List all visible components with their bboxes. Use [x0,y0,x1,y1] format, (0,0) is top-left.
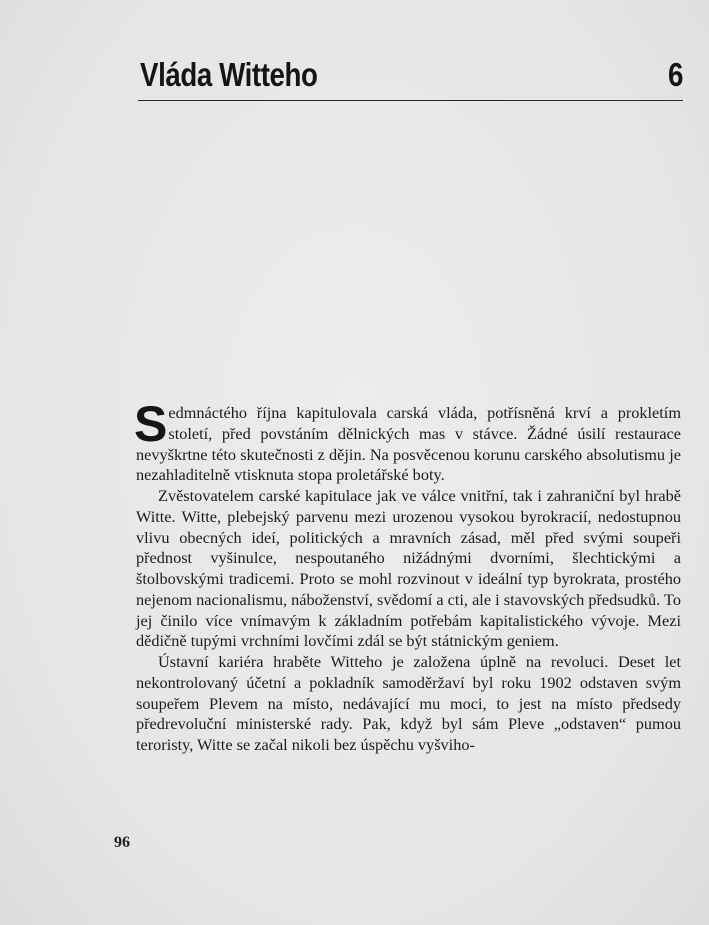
paragraph-3: Ústavní kariéra hraběte Witteho je založena úplně na revoluci. Deset let nekontrolovaný účetní a pokladník samoděržaví byl roku 1902 odstaven svým soupeřem Plevem na místo, nedávající mu moci, to jest na místo předsedy předrevoluční ministerské rady. Pak, když byl sám Pleve „odstaven“ pumou teroristy, Witte se začal nikoli bez úspěchu vyšviho- [136,652,681,754]
paragraph-1 [134,396,681,486]
paragraph-2: Zvěstovatelem carské kapitulace jak ve válce vnitřní, tak i zahraniční byl hrabě Witte. Witte, plebejský parvenu mezi urozenou vysokou byrokracií, nedostupnou vlivu obecných ideí, politických a mravních zásad, měl před svými soupeři přednost vyšinulce, nespoutaného nižádnými dvorními, šlechtickými a štolbovskými tradicemi. Proto se mohl rozvinout v ideální typ byrokrata, prostého nejenom nacionalismu, náboženství, svědomí a cti, ale i stavovských předsudků. To jej činilo více vnímavým k základním potřebám kapitalistického vývoje. Mezi dědičně tupými vrchními lovčími zdál se být státnickým geniem. [136,486,681,651]
page-number: 96 [114,834,130,851]
title-divider [138,100,683,101]
paragraph-1-text: edmnáctého října kapitulovala carská vláda, potřísněná krví a prokletím století, před povstáním dělnických mas v stávce. Žádné úsilí restaurace nevyškrtne této skutečnosti z dějin. Na posvěcenou korunu carského absolutismu je nezahladitelně vtisknuta stopa proletářské boty. [136,403,681,485]
chapter-number: 6 [667,56,683,93]
chapter-title: Vláda Witteho [140,56,318,93]
drop-cap: S [134,396,168,452]
body-text [134,396,681,756]
